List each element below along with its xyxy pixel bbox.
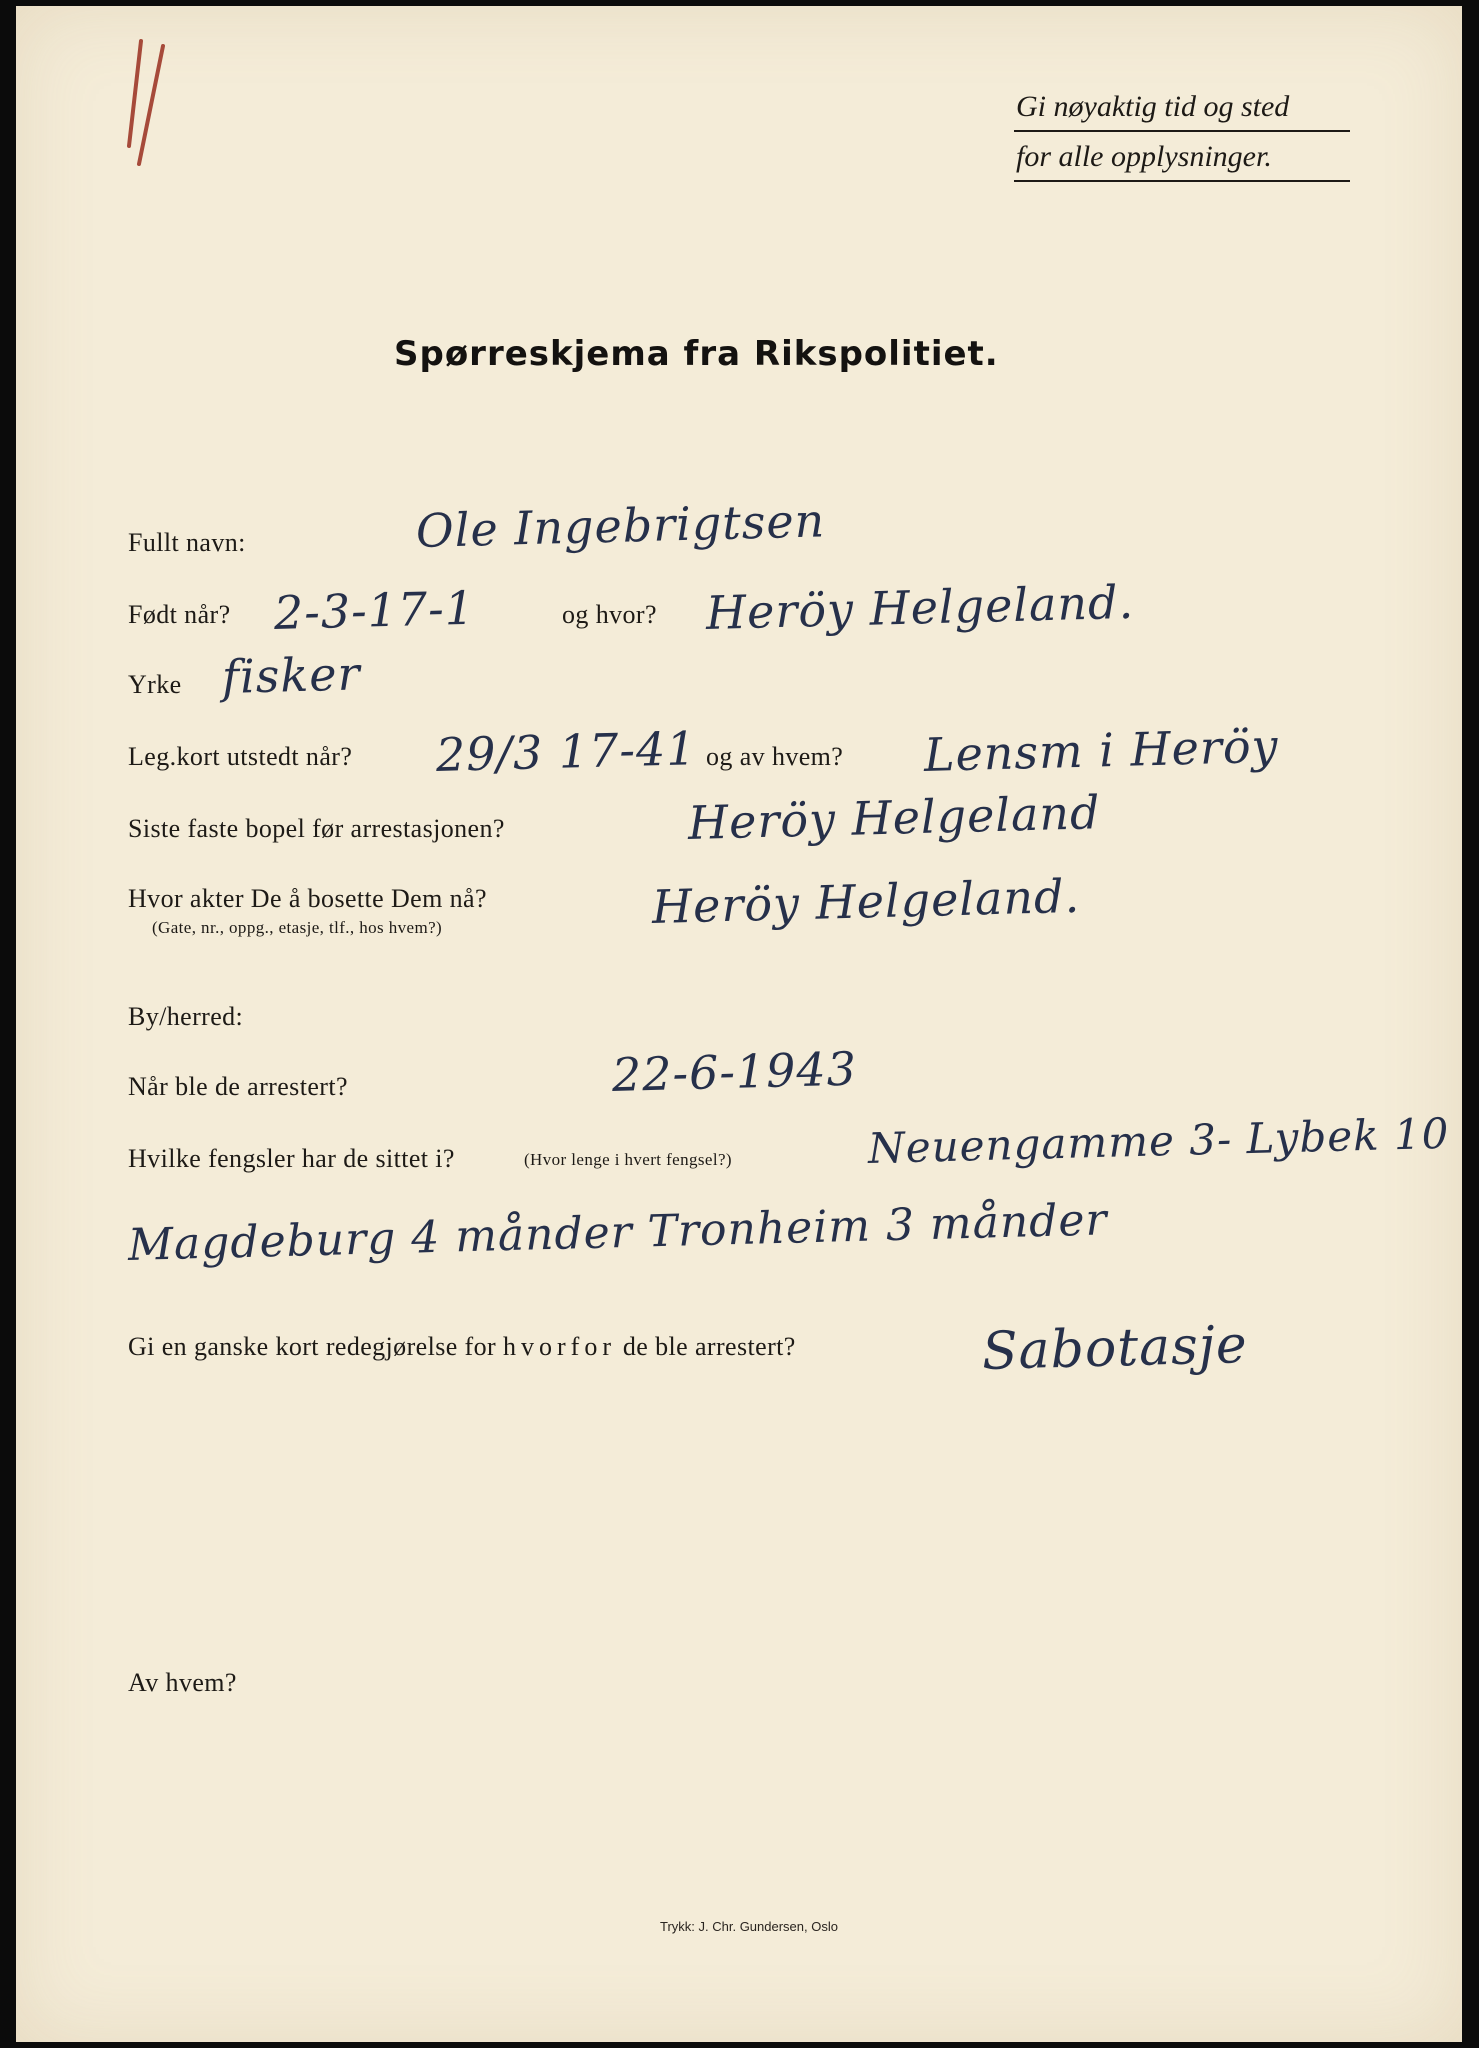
idcard-when-label: Leg.kort utstedt når? bbox=[128, 742, 353, 771]
name-label: Fullt navn: bbox=[128, 528, 246, 557]
prisons-sublabel: (Hvor lenge i hvert fengsel?) bbox=[524, 1150, 732, 1169]
settle-value: Heröy Helgeland. bbox=[651, 868, 1081, 934]
born-where-label: og hvor? bbox=[562, 600, 657, 629]
form-sheet bbox=[16, 6, 1462, 2042]
prisons-value-line-2: Magdeburg 4 månder Tronheim 3 månder bbox=[127, 1194, 1109, 1271]
arrested-when-label: Når ble de arrestert? bbox=[128, 1072, 348, 1101]
reason-label-emphasis: hvorfor bbox=[503, 1332, 616, 1361]
born-when-value: 2-3-17-1 bbox=[273, 580, 476, 640]
reason-label bbox=[128, 1332, 796, 1362]
idcard-by-label: og av hvem? bbox=[706, 742, 844, 771]
town-label: By/herred: bbox=[128, 1002, 244, 1031]
instruction-rule-1 bbox=[1014, 130, 1350, 132]
reason-value: Sabotasje bbox=[981, 1315, 1249, 1382]
prisons-label: Hvilke fengsler har de sittet i? bbox=[128, 1144, 455, 1173]
settle-label: Hvor akter De å bosette Dem nå? bbox=[128, 884, 487, 913]
reason-label-post: de ble arrestert? bbox=[622, 1332, 796, 1361]
prisons-value-line-1: Neuengamme 3- Lybek 10 bbox=[867, 1108, 1450, 1173]
arrested-when-value: 22-6-1943 bbox=[611, 1041, 858, 1102]
born-when-label: Født når? bbox=[128, 600, 231, 629]
born-where-value: Heröy Helgeland. bbox=[705, 574, 1135, 640]
red-pencil-mark bbox=[111, 36, 181, 176]
form-title: Spørreskjema fra Rikspolitiet. bbox=[394, 334, 999, 374]
last-residence-value: Heröy Helgeland bbox=[687, 785, 1102, 850]
instruction-rule-2 bbox=[1014, 180, 1350, 182]
last-residence-label: Siste faste bopel før arrestasjonen? bbox=[128, 814, 505, 843]
occupation-value: fisker bbox=[221, 646, 362, 704]
instruction-line-2: for alle opplysninger. bbox=[1016, 140, 1272, 173]
idcard-when-value: 29/3 17-41 bbox=[435, 721, 698, 782]
occupation-label: Yrke bbox=[128, 670, 182, 699]
settle-sublabel: (Gate, nr., oppg., etasje, tlf., hos hvem?) bbox=[152, 918, 443, 937]
printer-credit: Trykk: J. Chr. Gundersen, Oslo bbox=[660, 1919, 838, 1934]
reason-label-pre: Gi en ganske kort redegjørelse for bbox=[128, 1332, 497, 1361]
idcard-by-value: Lensm i Heröy bbox=[923, 718, 1280, 782]
by-whom-label: Av hvem? bbox=[128, 1668, 237, 1697]
name-value: Ole Ingebrigtsen bbox=[415, 493, 826, 558]
instruction-line-1: Gi nøyaktig tid og sted bbox=[1016, 90, 1290, 123]
